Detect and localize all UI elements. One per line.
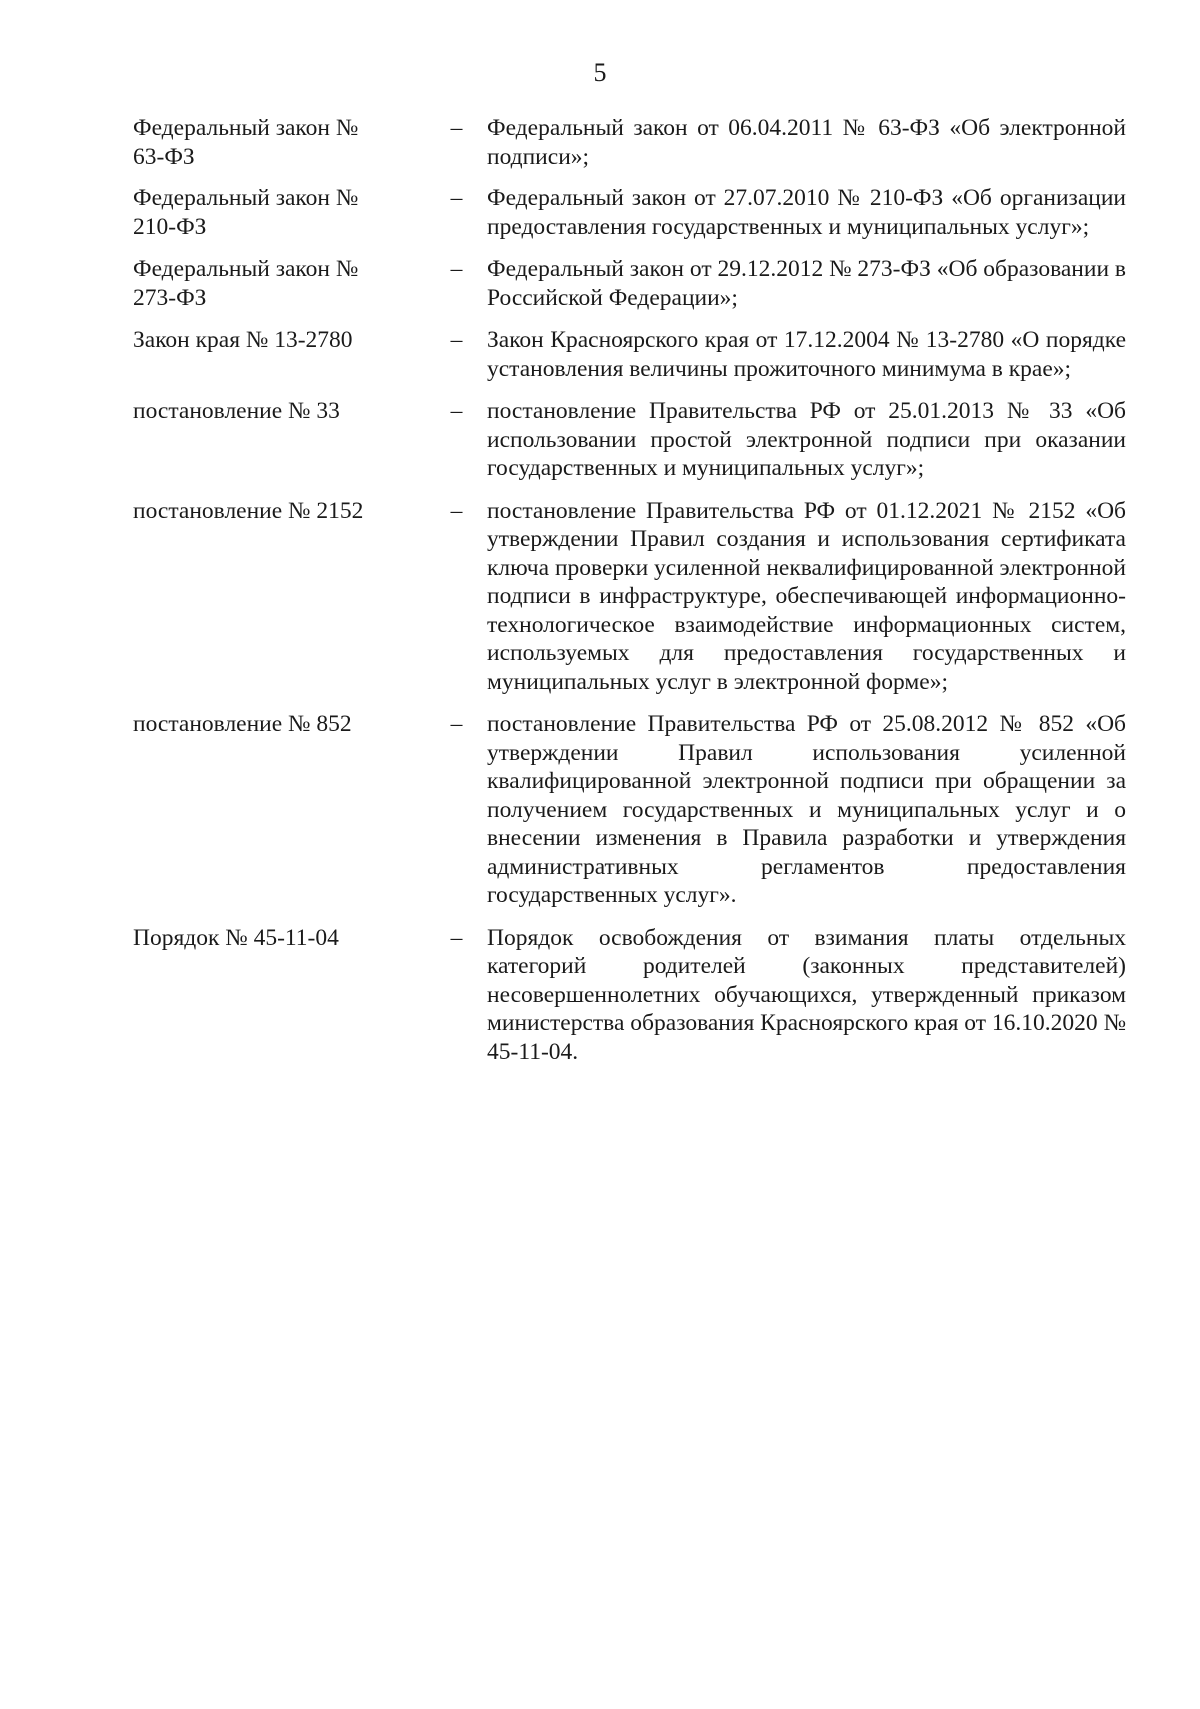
list-item [133,326,1126,383]
entry-dash: – [450,115,463,141]
entry-dash: – [450,398,463,424]
entry-term: Порядок № 45-11-04 [133,924,339,951]
entry-dash: – [450,711,463,737]
entry-term: Федеральный закон № 63-ФЗ [133,115,359,170]
list-item [133,710,1126,910]
entry-definition: Порядок освобождения от взимания платы отдельных категорий родителей (законных представителей) несовершеннолетних обучающихся, утвержденный приказом министерства образования Красноярского края от 16.10.2020 № 45-11-04. [487,924,1126,1065]
entry-definition: Федеральный закон от 29.12.2012 № 273-ФЗ «Об образовании в Российской Федерации»; [487,256,1126,311]
entry-definition: Федеральный закон от 06.04.2011 № 63-ФЗ «Об электронной подписи»; [487,115,1126,170]
entry-term: постановление № 33 [133,398,340,424]
entry-term: Федеральный закон № 273-ФЗ [133,256,359,311]
entry-definition: Федеральный закон от 27.07.2010 № 210-ФЗ «Об организации предоставления государственных и муниципальных услуг»; [487,185,1126,240]
list-item [133,924,1126,1067]
entry-term: Закон края № 13-2780 [133,327,353,353]
list-item [133,255,1126,312]
page-number: 5 [593,58,607,87]
list-item [133,497,1126,697]
entry-term: постановление № 852 [133,711,352,737]
abbreviations-list [133,114,1126,1066]
entry-term: постановление № 2152 [133,497,364,524]
entry-term: Федеральный закон № 210-ФЗ [133,185,359,240]
list-item [133,114,1126,171]
entry-definition: постановление Правительства РФ от 25.08.2012 № 852 «Об утверждении Правил использования усиленной квалифицированной электронной подписи при обращении за получением государственных и муниципальных услуг и о внесении изменения в Правила разработки и утверждения административных регламентов предоставления государственных услуг». [487,711,1126,908]
entry-definition: постановление Правительства РФ от 01.12.2021 № 2152 «Об утверждении Правил создания и использования сертификата ключа проверки усиленной неквалифицированной электронной подписи в инфраструктуре, обеспечивающей информационно-технологическое взаимодействие информационных систем, используемых для предоставления государственных и муниципальных услуг в электронной форме»; [487,497,1126,695]
entry-dash: – [450,185,463,211]
list-item [133,397,1126,483]
list-item [133,184,1126,241]
entry-definition: Закон Красноярского края от 17.12.2004 № 13-2780 «О порядке установления величины прожиточного минимума в крае»; [487,327,1126,382]
entry-dash: – [450,497,463,524]
entry-dash: – [450,327,463,353]
entry-definition: постановление Правительства РФ от 25.01.2013 № 33 «Об использовании простой электронной подписи при оказании государственных и муниципальных услуг»; [487,398,1126,481]
entry-dash: – [450,924,463,951]
entry-dash: – [450,256,463,282]
